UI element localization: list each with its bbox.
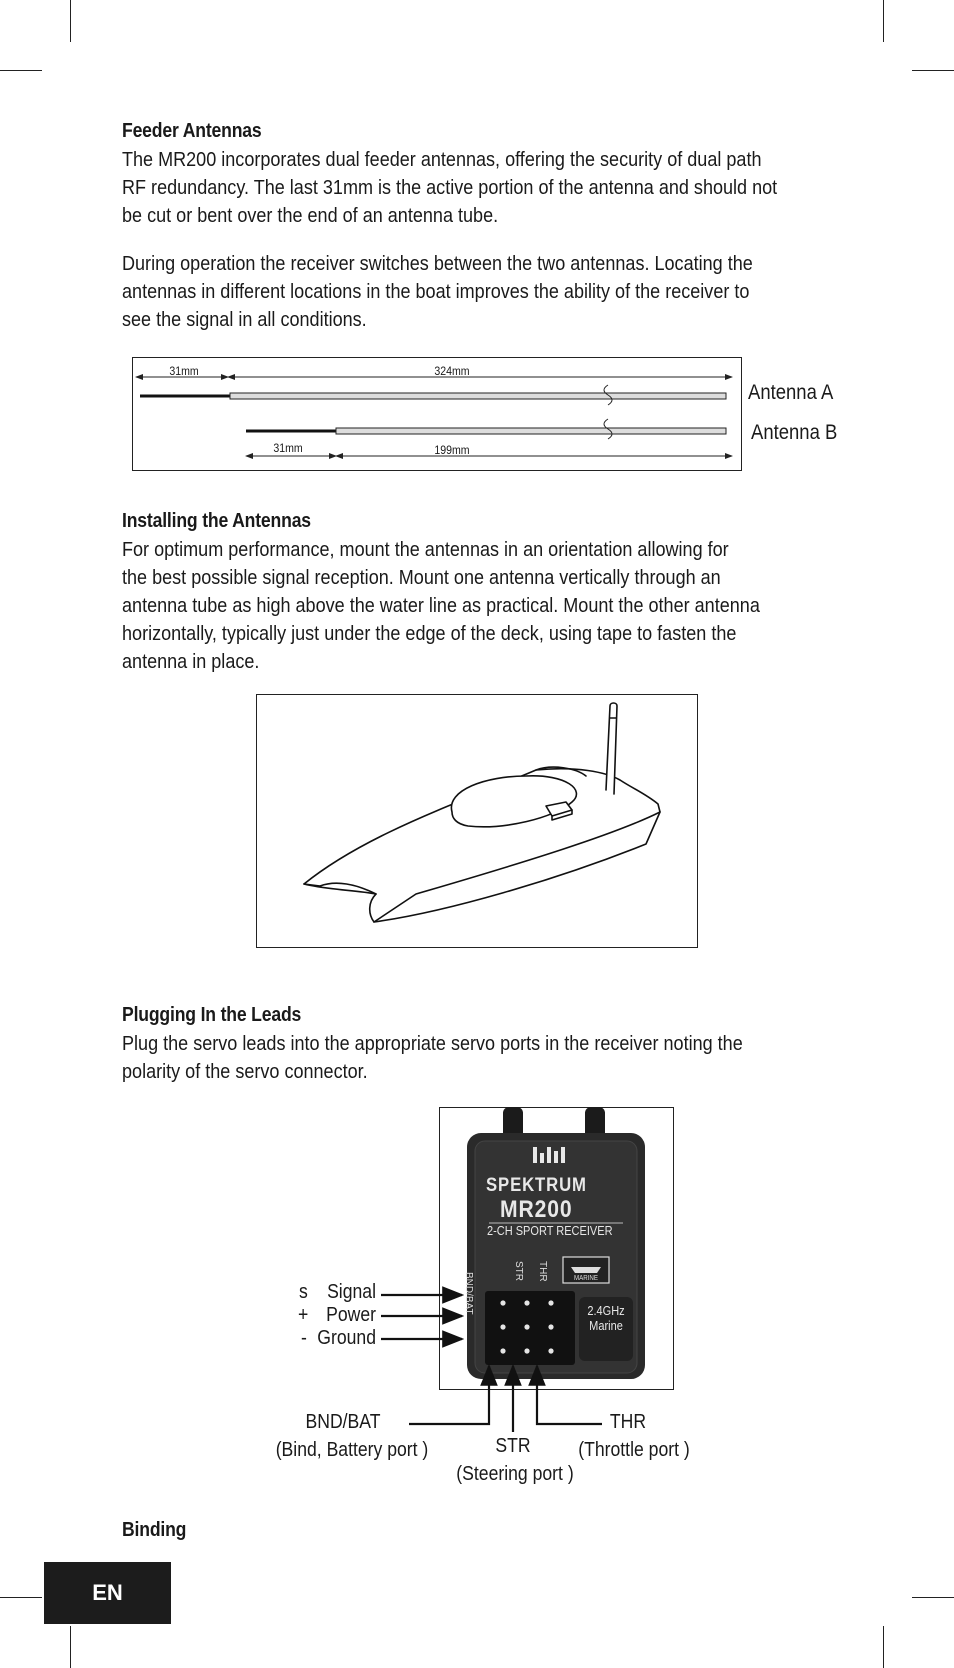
- text-line: the best possible signal reception. Mount one antenna vertically through an: [122, 566, 721, 589]
- receiver-subtitle: 2-CH SPORT RECEIVER: [487, 1224, 613, 1238]
- callout-str-desc: (Steering port ): [456, 1463, 574, 1485]
- dimension-label: 31mm: [273, 441, 303, 455]
- text-line: be cut or bent over the end of an antenna tube.: [122, 204, 499, 227]
- dimension-label: 199mm: [434, 443, 470, 457]
- receiver-port-label: BND/BAT: [463, 1272, 474, 1315]
- text-line: antenna in place.: [122, 650, 260, 673]
- text-line: During operation the receiver switches between the two antennas. Locating the: [122, 252, 753, 275]
- pin-label-power: Power: [326, 1304, 376, 1326]
- text-line: The MR200 incorporates dual feeder antennas, offering the security of dual path: [122, 148, 762, 171]
- pin-symbol-signal: s: [299, 1281, 308, 1303]
- callout-bnd-bat: BND/BAT: [305, 1411, 381, 1433]
- receiver-model: MR200: [500, 1196, 573, 1223]
- pin-symbol-power: +: [298, 1304, 309, 1326]
- text-line: polarity of the servo connector.: [122, 1060, 368, 1083]
- dimension-label: 31mm: [169, 364, 199, 378]
- text-line: Plug the servo leads into the appropriate servo ports in the receiver noting the: [122, 1032, 743, 1055]
- receiver-port-label: STR: [513, 1261, 524, 1281]
- text-line: antenna tube as high above the water line as practical. Mount the other antenna: [122, 594, 760, 617]
- callout-thr: THR: [609, 1411, 647, 1433]
- text-line: RF redundancy. The last 31mm is the active portion of the antenna and should not: [122, 176, 778, 199]
- text-line: horizontally, typically just under the edge of the deck, using tape to fasten the: [122, 622, 737, 645]
- pin-label-ground: Ground: [317, 1327, 376, 1349]
- receiver-frequency: 2.4GHz: [587, 1304, 625, 1318]
- receiver-port-label: THR: [537, 1261, 548, 1282]
- antenna-b-label: Antenna B: [751, 421, 838, 444]
- section-heading-installing-antennas: Installing the Antennas: [122, 510, 311, 532]
- dimension-label: 324mm: [434, 364, 470, 378]
- pin-symbol-ground: -: [301, 1327, 307, 1349]
- section-heading-feeder-antennas: Feeder Antennas: [122, 120, 262, 142]
- pin-label-signal: Signal: [327, 1281, 376, 1303]
- callout-str: STR: [495, 1435, 531, 1457]
- marine-badge-label: MARINE: [574, 1275, 598, 1282]
- antenna-a-label: Antenna A: [748, 381, 834, 404]
- section-heading-binding: Binding: [122, 1519, 187, 1541]
- language-tab: EN: [44, 1562, 171, 1624]
- text-line: see the signal in all conditions.: [122, 308, 367, 331]
- text-line: antennas in different locations in the boat improves the ability of the receiver to: [122, 280, 750, 303]
- receiver-frequency-sub: Marine: [589, 1319, 623, 1333]
- callout-bnd-bat-desc: (Bind, Battery port ): [275, 1439, 429, 1461]
- section-heading-plugging-leads: Plugging In the Leads: [122, 1004, 302, 1026]
- receiver-brand: SPEKTRUM: [486, 1175, 587, 1196]
- text-line: For optimum performance, mount the antennas in an orientation allowing for: [122, 538, 729, 561]
- callout-thr-desc: (Throttle port ): [578, 1439, 690, 1461]
